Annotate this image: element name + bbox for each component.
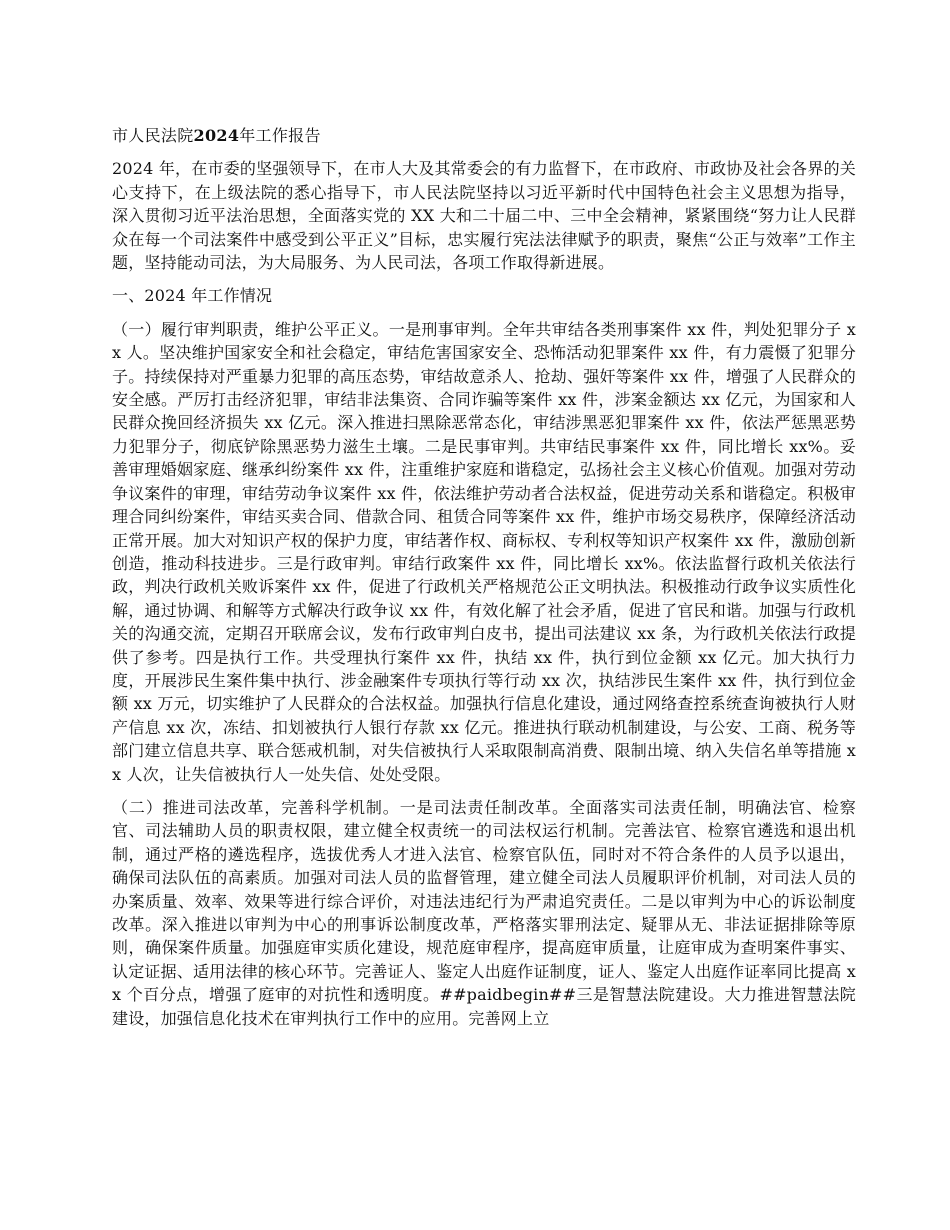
title-prefix: 市人民法院 [112,126,194,145]
title-suffix: 年工作报告 [239,126,321,145]
body-paragraph-trial-duties: （一）履行审判职责，维护公平正义。一是刑事审判。全年共审结各类刑事案件 xx 件，判处犯罪分子 xx 人。坚决维护国家安全和社会稳定，审结危害国家安全、恐怖活动犯罪案件 xx 件，有力震慑了犯罪分子。持续保持对严重暴力犯罪的高压态势，审结故意杀人、抢劫、强奸等案件 xx 件，增强了人民群众的安全感。严厉打击经济犯罪，审结非法集资、合同诈骗等案件 xx 件，涉案金额达 xx 亿元，为国家和人民群众挽回经济损失 xx 亿元。深入推进扫黑除恶常态化，审结涉黑恶犯罪案件 xx 件，依法严惩黑恶势力犯罪分子，彻底铲除黑恶势力滋生土壤。二是民事审判。共审结民事案件 xx 件，同比增长 xx%。妥善审理婚姻家庭、继承纠纷案件 xx 件，注重维护家庭和谐稳定，弘扬社会主义核心价值观。加强对劳动争议案件的审理，审结劳动争议案件 xx 件，依法维护劳动者合法权益，促进劳动关系和谐稳定。积极审理合同纠纷案件，审结买卖合同、借款合同、租赁合同等案件 xx 件，维护市场交易秩序，保障经济活动正常开展。加大对知识产权的保护力度，审结著作权、商标权、专利权等知识产权案件 xx 件，激励创新创造，推动科技进步。三是行政审判。审结行政案件 xx 件，同比增长 xx%。依法监督行政机关依法行政，判决行政机关败诉案件 xx 件，促进了行政机关严格规范公正文明执法。积极推动行政争议实质性化解，通过协调、和解等方式解决行政争议 xx 件，有效化解了社会矛盾，促进了官民和谐。加强与行政机关的沟通交流，定期召开联席会议，发布行政审判白皮书，提出司法建议 xx 条，为行政机关依法行政提供了参考。四是执行工作。共受理执行案件 xx 件，执结 xx 件，执行到位金额 xx 亿元。加大执行力度，开展涉民生案件集中执行、涉金融案件专项执行等行动 xx 次，执结涉民生案件 xx 件，执行到位金额 xx 万元，切实维护了人民群众的合法权益。加强执行信息化建设，通过网络查控系统查询被执行人财产信息 xx 次，冻结、扣划被执行人银行存款 xx 亿元。推进执行联动机制建设，与公安、工商、税务等部门建立信息共享、联合惩戒机制，对失信被执行人采取限制高消费、限制出境、纳入失信名单等措施 xx 人次，让失信被执行人一处失信、处处受限。 [112,319,856,784]
section-heading: 一、2024 年工作情况 [112,286,273,306]
document-page [112,124,856,1040]
body-paragraph-judicial-reform: （二）推进司法改革，完善科学机制。一是司法责任制改革。全面落实司法责任制，明确法官、检察官、司法辅助人员的职责权限，建立健全权责统一的司法权运行机制。完善法官、检察官遴选和退出机制，通过严格的遴选程序，选拔优秀人才进入法官、检察官队伍，同时对不符合条件的人员予以退出，确保司法队伍的高素质。加强对司法人员的监督管理，建立健全司法人员履职评价机制，对司法人员的办案质量、效率、效果等进行综合评价，对违法违纪行为严肃追究责任。二是以审判为中心的诉讼制度改革。深入推进以审判为中心的刑事诉讼制度改革，严格落实罪刑法定、疑罪从无、非法证据排除等原则，确保案件质量。加强庭审实质化建设，规范庭审程序，提高庭审质量，让庭审成为查明案件事实、认定证据、适用法律的核心环节。完善证人、鉴定人出庭作证制度，证人、鉴定人出庭作证率同比提高 xx 个百分点，增强了庭审的对抗性和透明度。##paidbegin##三是智慧法院建设。大力推进智慧法院建设，加强信息化技术在审判执行工作中的应用。完善网上立 [112,797,856,1028]
intro-paragraph: 2024 年，在市委的坚强领导下，在市人大及其常委会的有力监督下，在市政府、市政协及社会各界的关心支持下，在上级法院的悉心指导下，市人民法院坚持以习近平新时代中国特色社会主义思想为指导，深入贯彻习近平法治思想，全面落实党的 XX 大和二十届二中、三中全会精神，紧紧围绕“努力让人民群众在每一个司法案件中感受到公平正义”目标，忠实履行宪法法律赋予的职责，聚焦“公正与效率”工作主题，坚持能动司法，为大局服务、为人民司法，各项工作取得新进展。 [112,159,856,273]
document-title [112,124,856,147]
title-year: 2024 [193,126,240,145]
